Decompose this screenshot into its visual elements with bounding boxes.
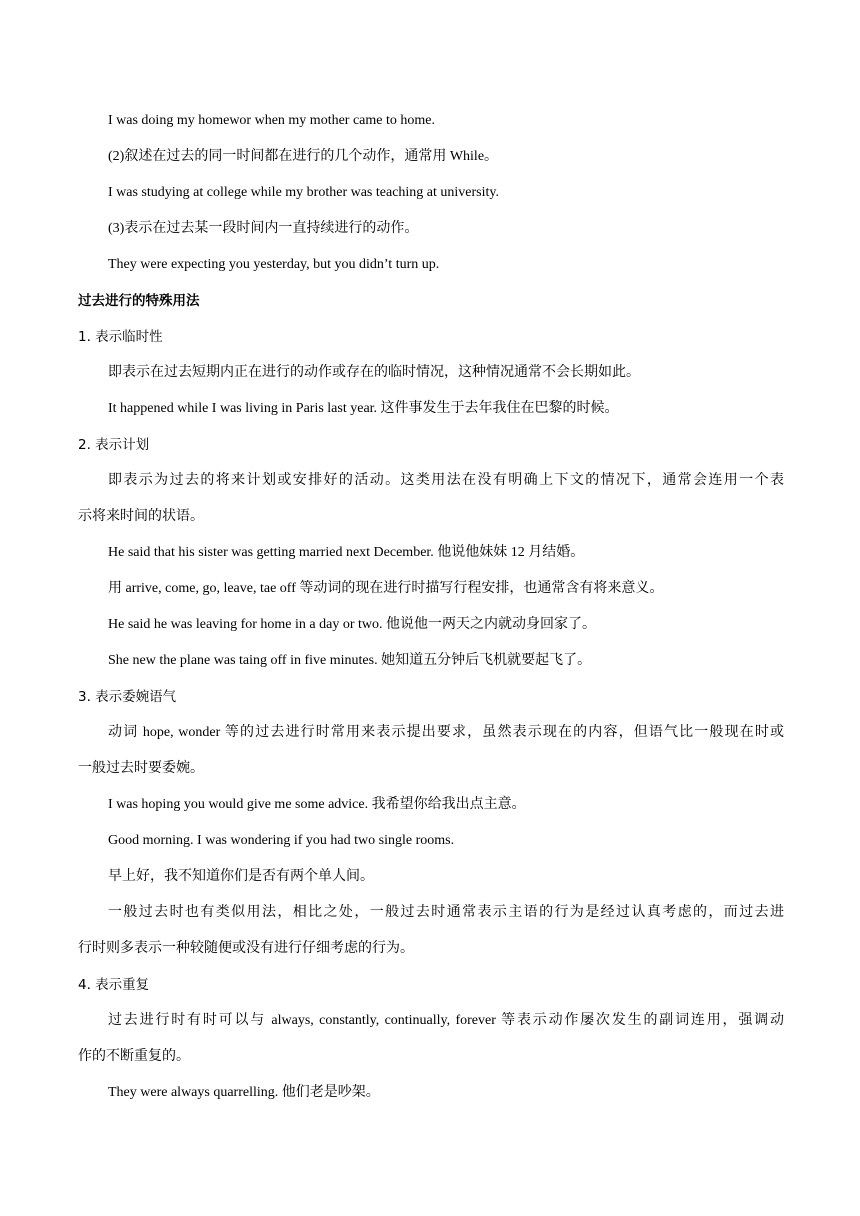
paragraph-continuation: 一般过去时要委婉。	[78, 761, 204, 776]
rule-text: (3)表示在过去某一段时间内一直持续进行的动作。	[108, 221, 419, 236]
example-sentence: It happened while I was living in Paris last year. 这件事发生于去年我住在巴黎的时候。	[108, 401, 619, 416]
paragraph-continuation: 示将来时间的状语。	[78, 509, 204, 524]
subsection-heading-3: 3. 表示委婉语气	[78, 689, 177, 705]
example-sentence: They were expecting you yesterday, but you didn’t turn up.	[108, 257, 440, 272]
example-sentence: They were always quarrelling. 他们老是吵架。	[108, 1085, 380, 1100]
section-heading: 过去进行的特殊用法	[78, 293, 200, 309]
example-sentence: I was hoping you would give me some advice. 我希望你给我出点主意。	[108, 797, 526, 812]
paragraph: 即表示在过去短期内正在进行的动作或存在的临时情况，这种情况通常不会长期如此。	[108, 365, 640, 380]
example-sentence: I was doing my homewor when my mother came to home.	[108, 113, 435, 128]
subsection-heading-2: 2. 表示计划	[78, 437, 150, 453]
paragraph: 即表示为过去的将来计划或安排好的活动。这类用法在没有明确上下文的情况下，通常会连用一个表	[108, 473, 784, 488]
paragraph-continuation: 作的不断重复的。	[78, 1049, 190, 1064]
paragraph-continuation: 行时则多表示一种较随便或没有进行仔细考虑的行为。	[78, 941, 414, 956]
example-sentence: She new the plane was taing off in five minutes. 她知道五分钟后飞机就要起飞了。	[108, 653, 592, 668]
paragraph: 过去进行时有时可以与 always, constantly, continually, forever 等表示动作屡次发生的副词连用，强调动	[108, 1013, 784, 1028]
example-sentence: I was studying at college while my brother was teaching at university.	[108, 185, 499, 200]
example-sentence: He said he was leaving for home in a day or two. 他说他一两天之内就动身回家了。	[108, 617, 596, 632]
example-translation: 早上好，我不知道你们是否有两个单人间。	[108, 869, 374, 884]
paragraph: 一般过去时也有类似用法，相比之处，一般过去时通常表示主语的行为是经过认真考虑的，而过去进	[108, 905, 784, 920]
subsection-heading-4: 4. 表示重复	[78, 977, 150, 993]
rule-text: (2)叙述在过去的同一时间都在进行的几个动作，通常用 While。	[108, 149, 499, 164]
example-sentence: Good morning. I was wondering if you had two single rooms.	[108, 833, 455, 848]
paragraph: 用 arrive, come, go, leave, tae off 等动词的现在进行时描写行程安排，也通常含有将来意义。	[108, 581, 664, 596]
example-sentence: He said that his sister was getting married next December. 他说他妹妹 12 月结婚。	[108, 545, 585, 560]
subsection-heading-1: 1. 表示临时性	[78, 329, 163, 345]
paragraph: 动词 hope, wonder 等的过去进行时常用来表示提出要求，虽然表示现在的内容，但语气比一般现在时或	[108, 725, 784, 740]
